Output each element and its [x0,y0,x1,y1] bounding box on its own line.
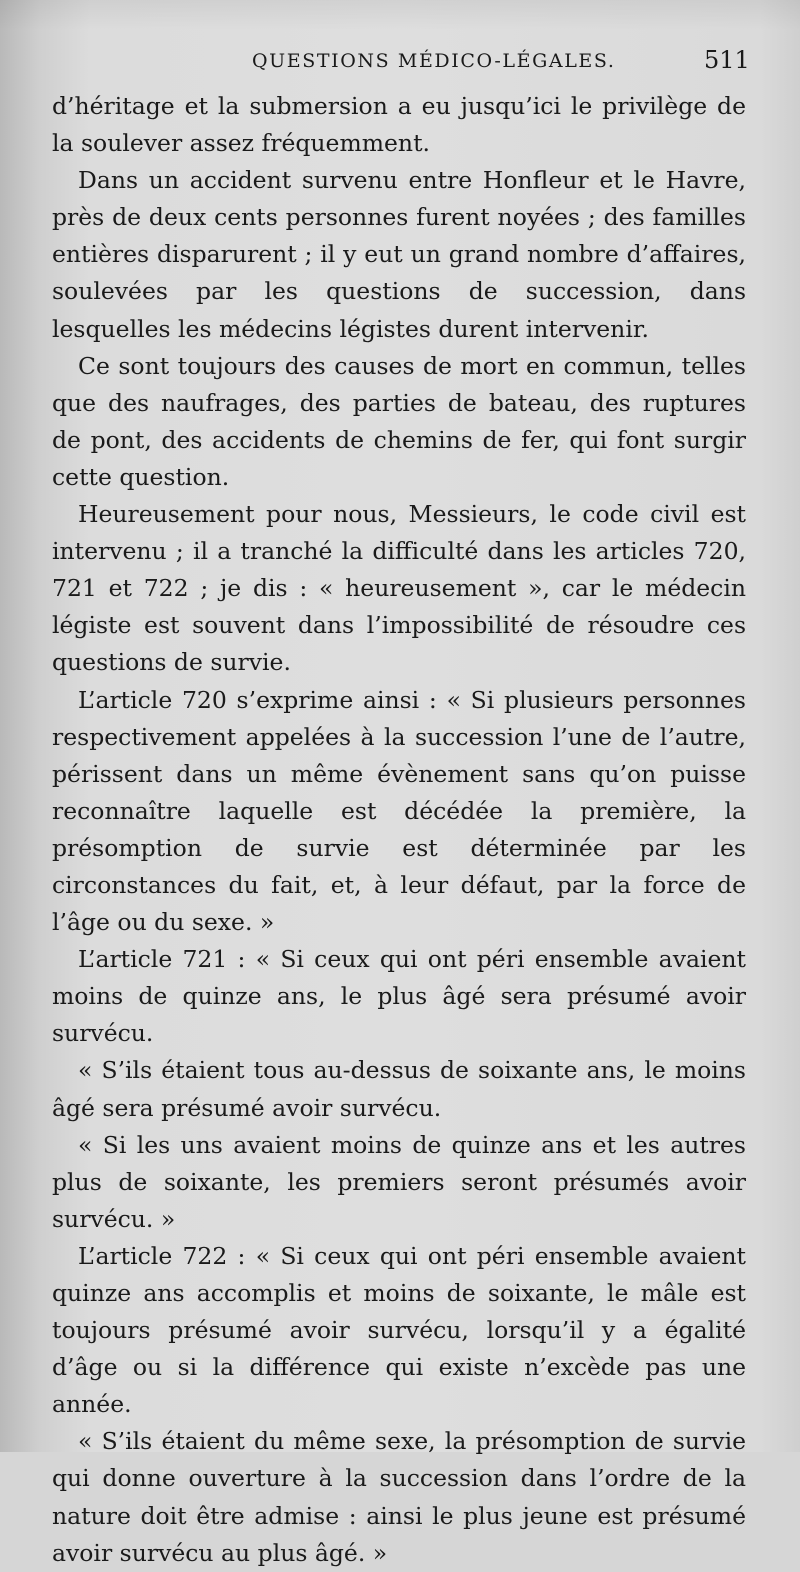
paragraph: « Si les uns avaient moins de quinze ans et les autres plus de soixante, les premiers seront présumés avoir survécu. » [52,1130,746,1233]
paragraph: L’article 720 s’exprime ainsi : « Si plusieurs personnes respectivement appelées à la succession l’une de l’autre, périssent dans un même évènement sans qu’on puisse reconnaître laquelle est décédée la première, la présomption de survie est déterminée par les circonstances du fait, et, à leur défaut, par la force de l’âge ou du sexe. » [52,685,746,937]
paragraph: « S’ils étaient du même sexe, la présomption de survie qui donne ouverture à la succession dans l’ordre de la nature doit être admise : ainsi le plus jeune est présumé avoir survécu au plus âgé. » [52,1427,746,1567]
body-text [52,88,746,1572]
paragraph-continuation: d’héritage et la submersion a eu jusqu’ici le privilège de la soulever assez fréquemment. [52,92,746,158]
page-number: 511 [704,46,750,74]
paragraph: « S’ils étaient tous au-dessus de soixante ans, le moins âgé sera présumé avoir survécu. [52,1056,746,1122]
paragraph: L’article 721 : « Si ceux qui ont péri ensemble avaient moins de quinze ans, le plus âgé sera présumé avoir survécu. [52,945,746,1048]
paragraph: L’article 722 : « Si ceux qui ont péri ensemble avaient quinze ans accomplis et moins de soixante, le mâle est toujours présumé avoir survécu, lorsqu’il y a égalité d’âge ou si la différence qui existe n’excède pas une année. [52,1241,746,1419]
running-head [0,46,800,76]
paragraph: Ce sont toujours des causes de mort en commun, telles que des naufrages, des parties de bateau, des ruptures de pont, des accidents de chemins de fer, qui font surgir cette question. [52,351,746,491]
paragraph: Dans un accident survenu entre Honfleur et le Havre, près de deux cents personnes furent noyées ; des familles entières disparurent ; il y eut un grand nombre d’affaires, soulevées par les questions de succession, dans lesquelles les médecins légistes durent intervenir. [52,166,746,343]
paragraph: Heureusement pour nous, Messieurs, le code civil est intervenu ; il a tranché la difficulté dans les articles 720, 721 et 722 ; je dis : « heureusement », car le médecin légiste est souvent dans l’impossibilité de résoudre ces questions de survie. [52,500,746,677]
running-title: QUESTIONS MÉDICO-LÉGALES. [252,50,616,72]
